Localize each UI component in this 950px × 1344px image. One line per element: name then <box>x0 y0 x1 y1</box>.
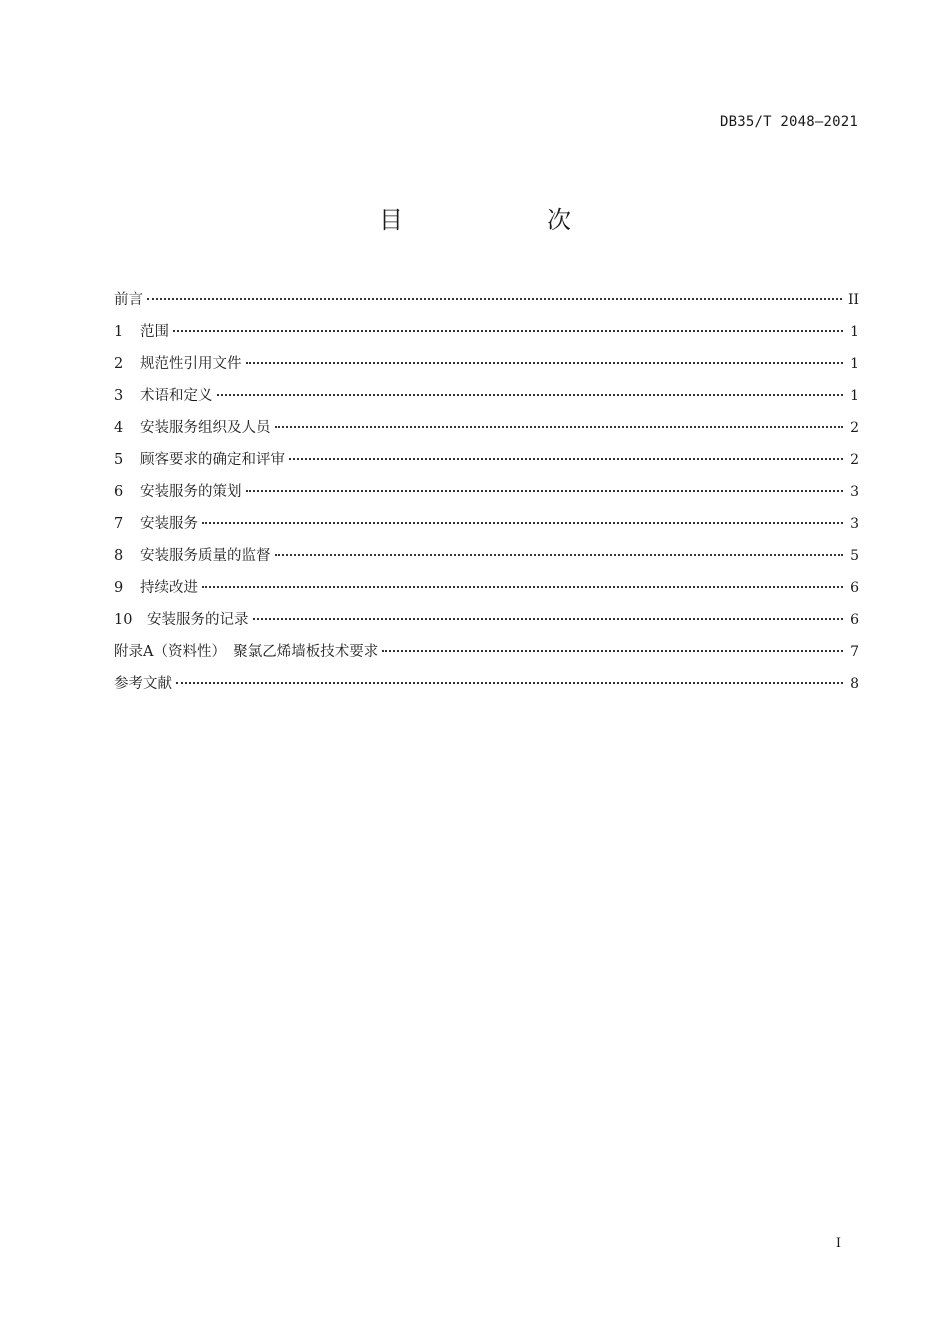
toc-entry-text: 参考文献 <box>114 676 172 692</box>
toc-entry-page: 6 <box>850 612 859 628</box>
toc-entry-10[interactable] <box>114 606 859 638</box>
toc-leader-dots <box>289 458 843 460</box>
toc-entry-text: 安装服务 <box>140 516 198 532</box>
toc-leader-dots <box>246 362 844 364</box>
toc-entry-annex-a[interactable] <box>114 638 859 670</box>
toc-entry-7[interactable] <box>114 510 859 542</box>
toc-entry-number: 7 <box>114 516 124 532</box>
toc-entry-page: 6 <box>850 580 859 596</box>
table-of-contents <box>114 286 859 702</box>
toc-entry-text: 规范性引用文件 <box>140 356 242 372</box>
toc-entry-page: II <box>847 292 859 308</box>
toc-entry-page: 1 <box>850 388 859 404</box>
toc-entry-number: 10 <box>114 612 133 628</box>
toc-entry-text: 顾客要求的确定和评审 <box>140 452 285 468</box>
toc-entry-8[interactable] <box>114 542 859 574</box>
toc-entry-page: 3 <box>850 484 859 500</box>
toc-entry-page: 1 <box>850 324 859 340</box>
toc-leader-dots <box>176 682 843 684</box>
toc-entry-text: 安装服务组织及人员 <box>140 420 271 436</box>
toc-leader-dots <box>253 618 844 620</box>
toc-entry-6[interactable] <box>114 478 859 510</box>
toc-entry-number: 1 <box>114 324 124 340</box>
toc-entry-1[interactable] <box>114 318 859 350</box>
toc-entry-number: 5 <box>114 452 124 468</box>
page-title: 目 次 <box>379 206 631 234</box>
toc-entry-text: 安装服务的策划 <box>140 484 242 500</box>
toc-entry-4[interactable] <box>114 414 859 446</box>
toc-entry-number: 4 <box>114 420 124 436</box>
toc-entry-page: 3 <box>850 516 859 532</box>
toc-entry-page: 2 <box>850 420 859 436</box>
toc-entry-3[interactable] <box>114 382 859 414</box>
toc-entry-number: 3 <box>114 388 124 404</box>
toc-leader-dots <box>202 522 843 524</box>
toc-entry-2[interactable] <box>114 350 859 382</box>
toc-entry-text: 安装服务的记录 <box>147 612 249 628</box>
toc-entry-page: 7 <box>850 644 859 660</box>
toc-leader-dots <box>147 298 842 300</box>
toc-entry-number: 6 <box>114 484 124 500</box>
toc-entry-page: 2 <box>850 452 859 468</box>
toc-leader-dots <box>246 490 844 492</box>
toc-leader-dots <box>275 554 844 556</box>
toc-entry-page: 5 <box>850 548 859 564</box>
toc-entry-text: 附录A（资料性） 聚氯乙烯墙板技术要求 <box>114 644 379 660</box>
toc-entry-text: 术语和定义 <box>140 388 213 404</box>
toc-entry-number: 8 <box>114 548 124 564</box>
toc-entry-9[interactable] <box>114 574 859 606</box>
toc-leader-dots <box>202 586 843 588</box>
toc-entry-bibliography[interactable] <box>114 670 859 702</box>
toc-entry-text: 安装服务质量的监督 <box>140 548 271 564</box>
page-number: I <box>835 1236 841 1251</box>
toc-entry-page: 8 <box>850 676 859 692</box>
toc-leader-dots <box>173 330 843 332</box>
toc-entry-text: 持续改进 <box>140 580 198 596</box>
toc-entry-text: 前言 <box>114 292 143 308</box>
toc-entry-number: 9 <box>114 580 124 596</box>
toc-entry-page: 1 <box>850 356 859 372</box>
toc-leader-dots <box>275 426 844 428</box>
toc-entry-number: 2 <box>114 356 124 372</box>
toc-leader-dots <box>382 650 843 652</box>
toc-entry-text: 范围 <box>140 324 169 340</box>
toc-entry-foreword[interactable] <box>114 286 859 318</box>
toc-entry-5[interactable] <box>114 446 859 478</box>
toc-leader-dots <box>217 394 844 396</box>
standard-code: DB35/T 2048—2021 <box>719 114 858 130</box>
